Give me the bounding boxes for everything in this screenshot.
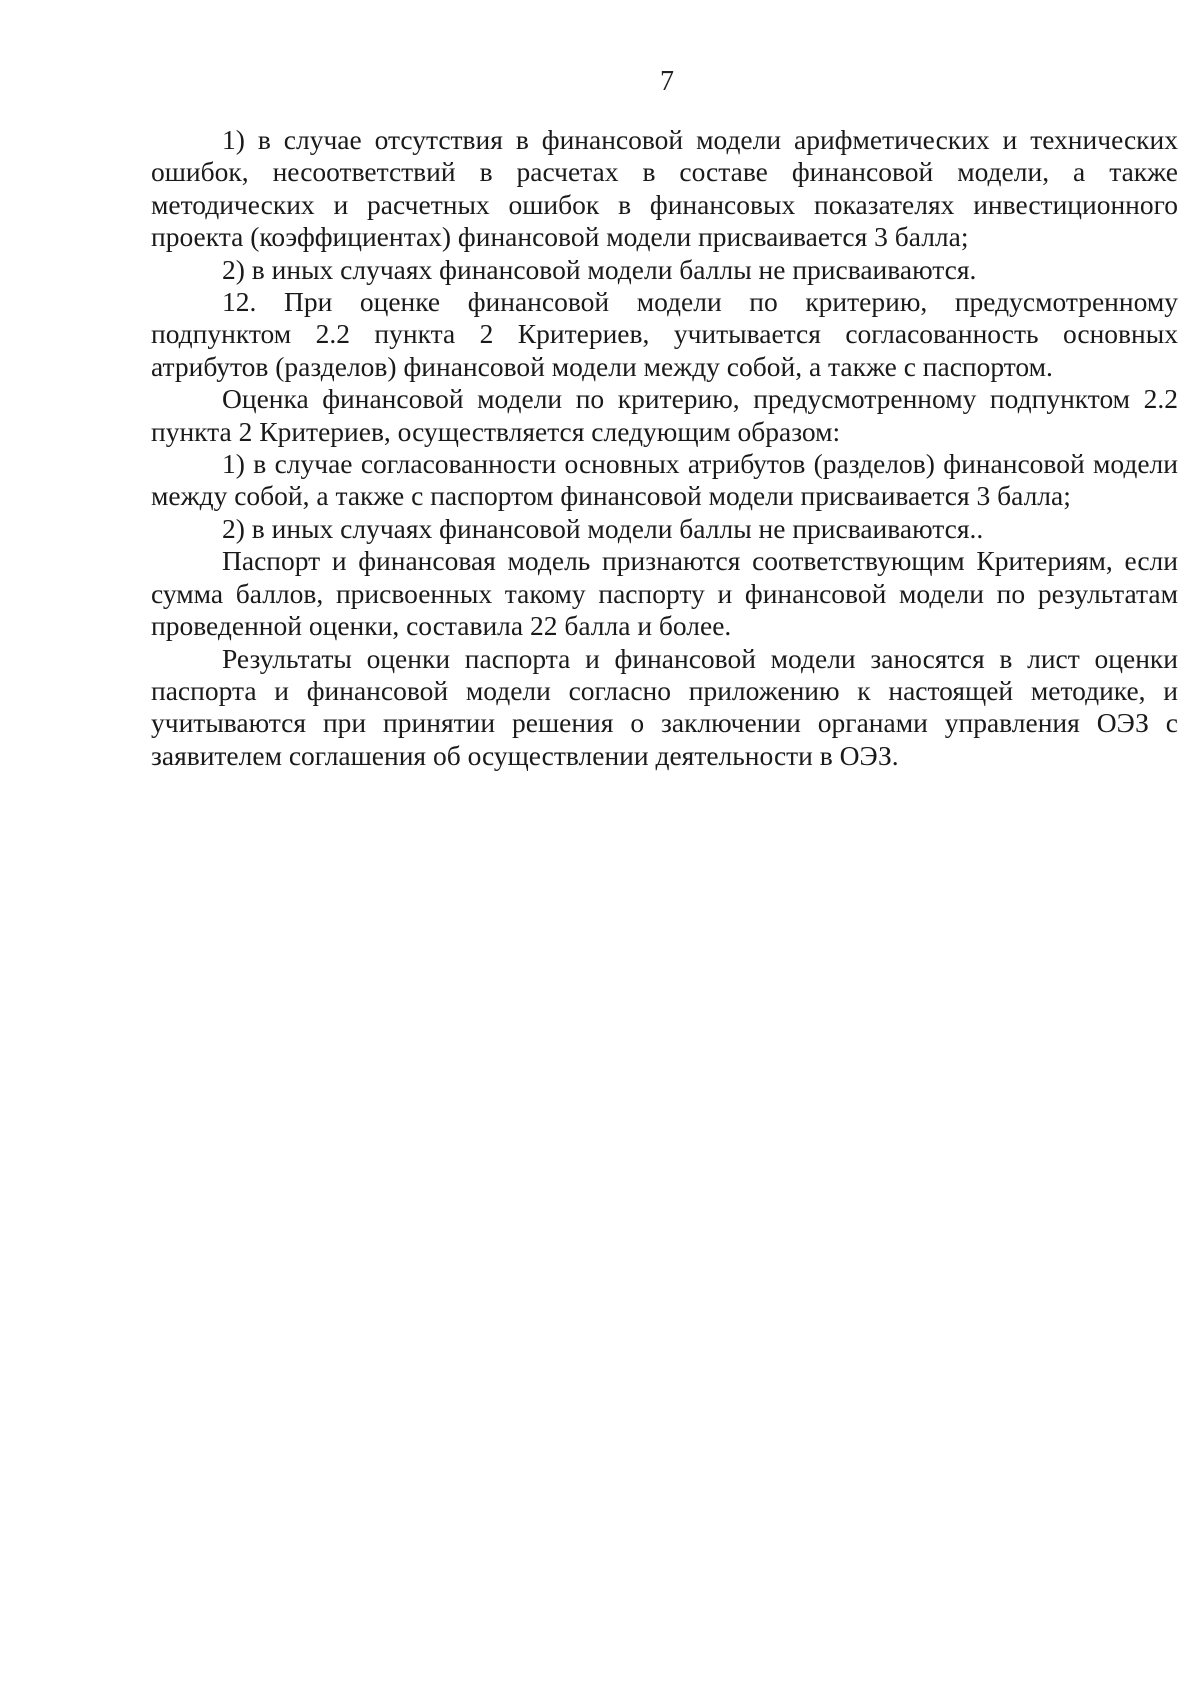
paragraph-item-1-consistency: 1) в случае согласованности основных атрибутов (разделов) финансовой модели между собой, а также с паспортом финансовой модели присваивается 3 балла; [151, 448, 1178, 512]
paragraph-item-1-no-errors: 1) в случае отсутствия в финансовой модели арифметических и технических ошибок, несоответствий в расчетах в составе финансовой модели, а также методических и расчетных ошибок в финансовых показателях инвестиционного проекта (коэффициентах) финансовой модели присваивается 3 балла; [151, 124, 1178, 253]
paragraph-assessment-method: Оценка финансовой модели по критерию, предусмотренному подпунктом 2.2 пункта 2 Критериев, осуществляется следующим образом: [151, 383, 1178, 447]
paragraph-clause-12: 12. При оценке финансовой модели по критерию, предусмотренному подпунктом 2.2 пункта 2 Критериев, учитывается согласованность основных атрибутов (разделов) финансовой модели между собой, а также с паспортом. [151, 286, 1178, 382]
paragraph-results-recording: Результаты оценки паспорта и финансовой модели заносятся в лист оценки паспорта и финансовой модели согласно приложению к настоящей методике, и учитываются при принятии решения о заключении органами управления ОЭЗ с заявителем соглашения об осуществлении деятельности в ОЭЗ. [151, 642, 1178, 771]
paragraph-item-2-other-cases: 2) в иных случаях финансовой модели баллы не присваиваются. [222, 253, 977, 285]
paragraph-item-2-other-cases-second: 2) в иных случаях финансовой модели баллы не присваиваются.. [222, 512, 984, 544]
document-body [151, 124, 1178, 772]
paragraph-compliance-threshold: Паспорт и финансовая модель признаются соответствующим Критериям, если сумма баллов, присвоенных такому паспорту и финансовой модели по результатам проведенной оценки, составила 22 балла и более. [151, 545, 1178, 642]
page-number: 7 [660, 66, 674, 97]
